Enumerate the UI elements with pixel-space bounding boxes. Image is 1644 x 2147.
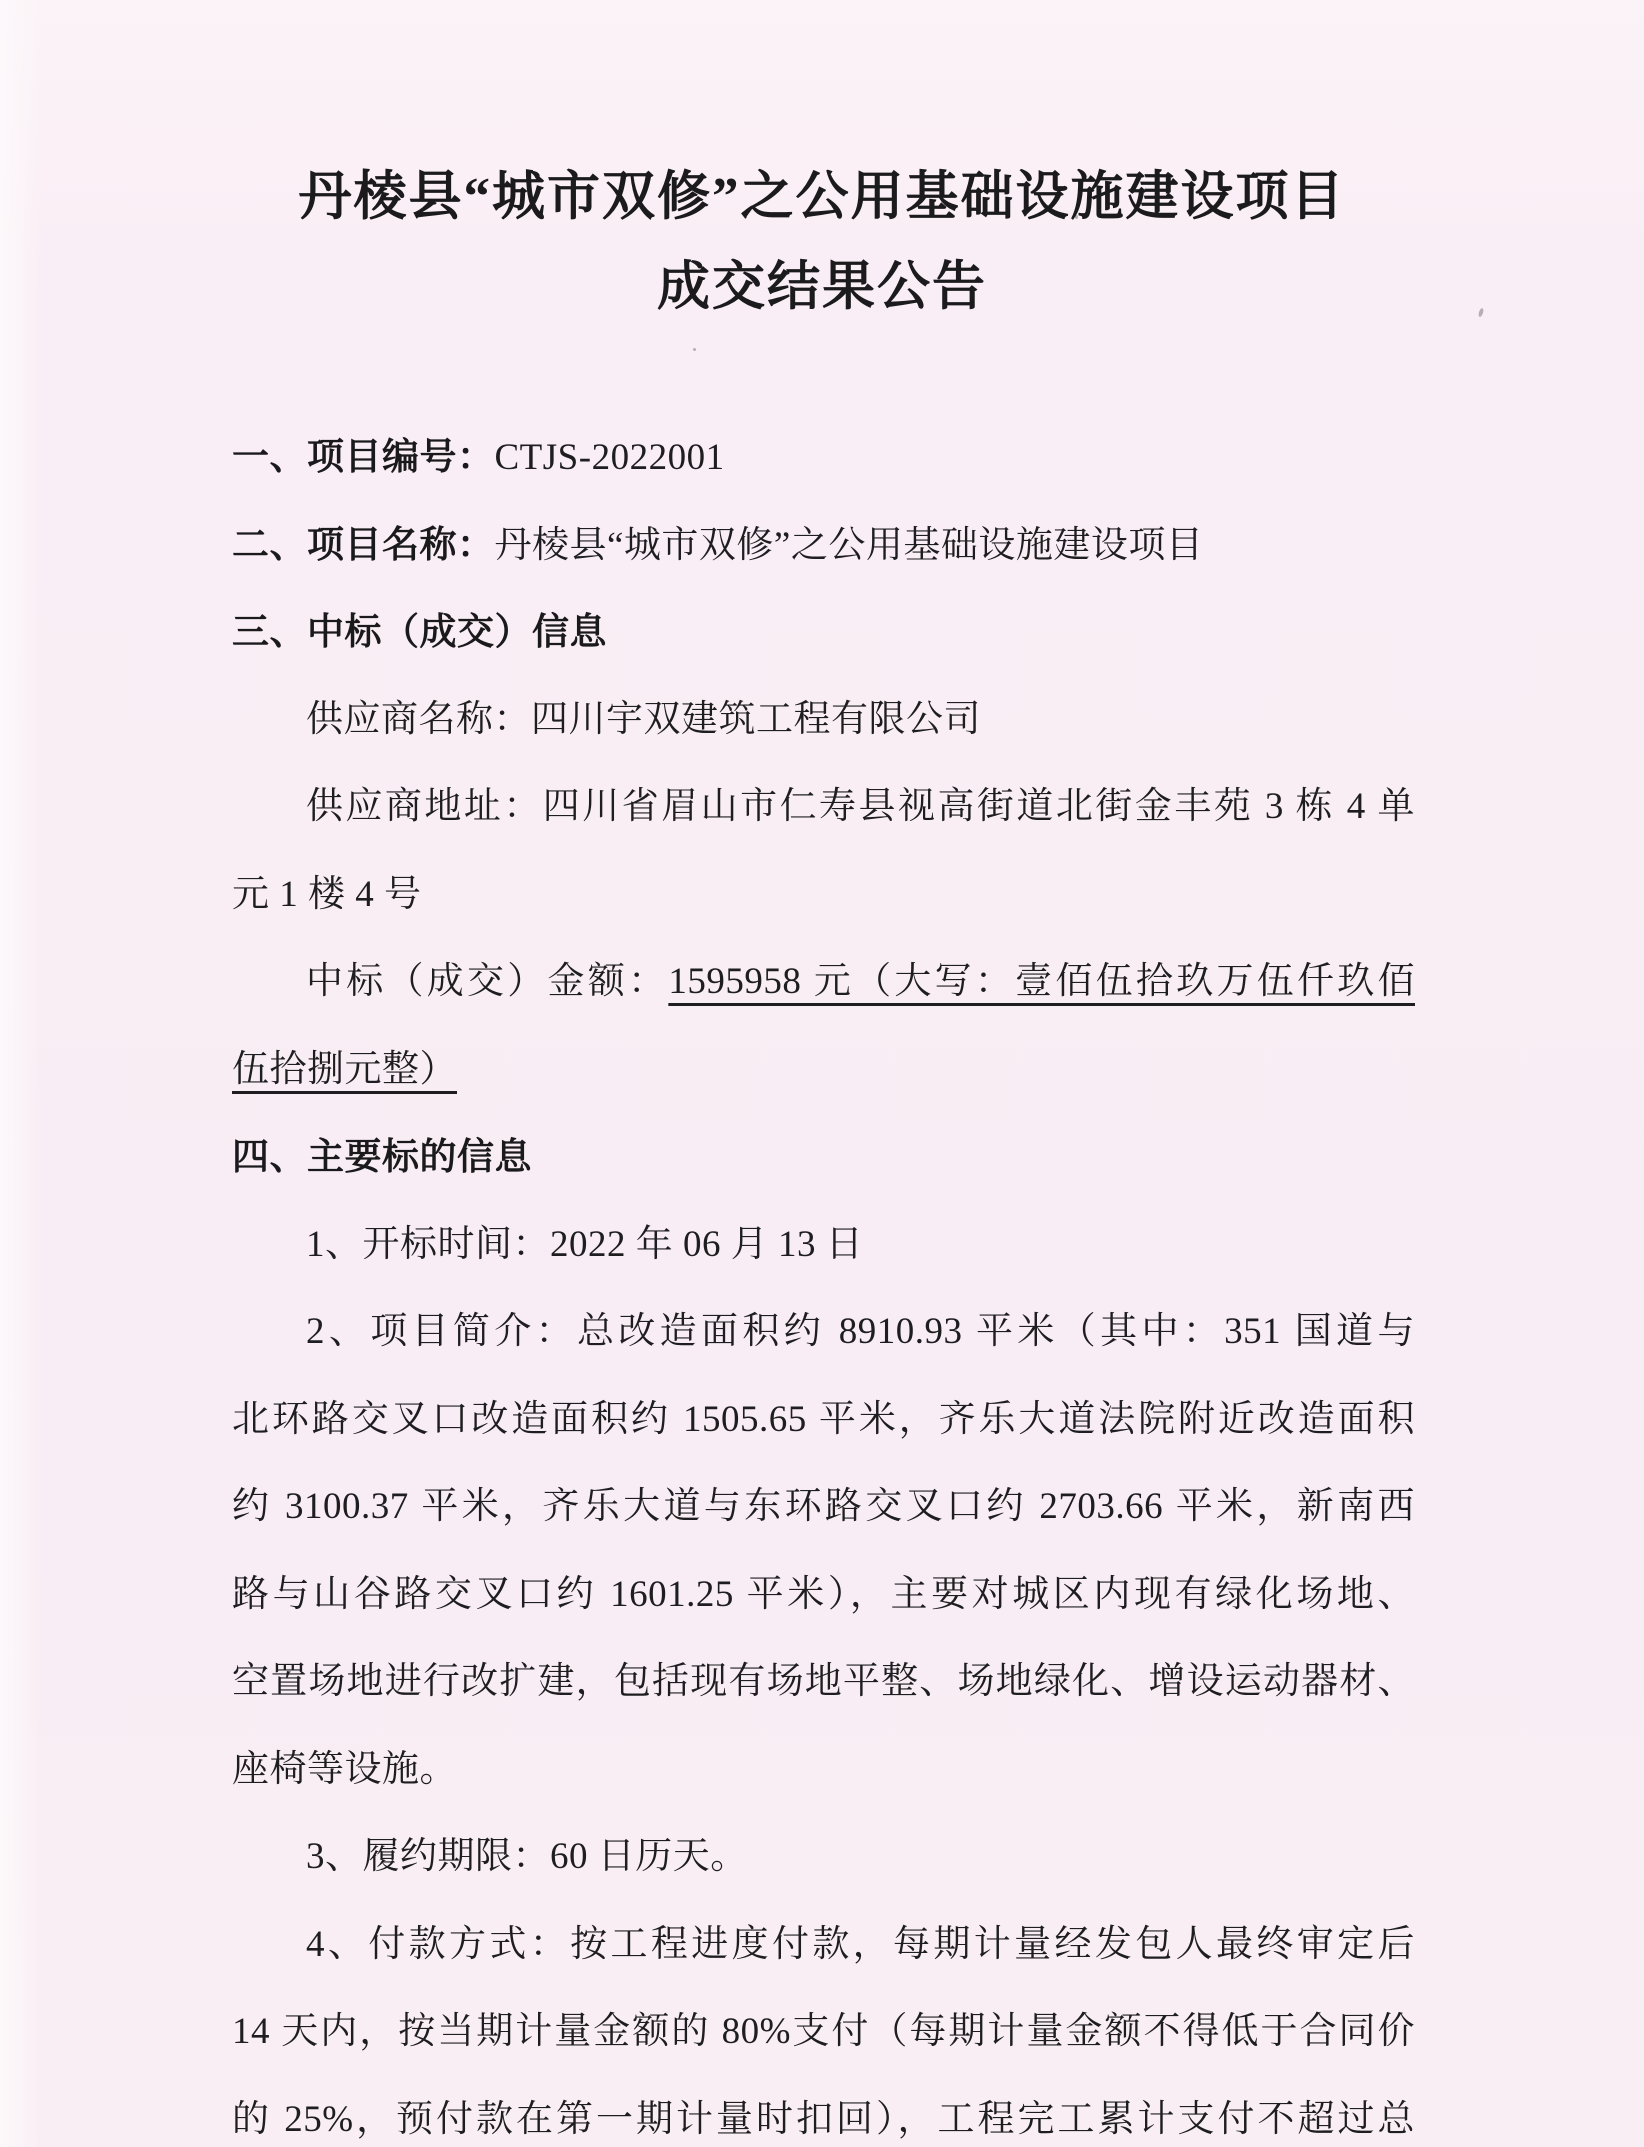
- document-title: [0, 152, 1644, 332]
- text-line: [232, 851, 1415, 939]
- text-line: [232, 1813, 1415, 1901]
- document-title-line-1: 丹棱县“城市双修”之公用基础设施建设项目: [298, 168, 1346, 226]
- text-line: [232, 1113, 1415, 1201]
- text-segment: 丹棱县“城市双修”之公用基础设施建设项目: [494, 524, 1204, 566]
- text-segment: 约 3100.37 平米，齐乐大道与东环路交叉口约 2703.66 平米，新南西: [232, 1486, 1415, 1527]
- underlined-award-amount: 伍拾捌元整）: [232, 1048, 457, 1090]
- text-line: [232, 1288, 1415, 1376]
- text-segment: 14 天内，按当期计量金额的 80%支付（每期计量金额不得低于合同价: [232, 2011, 1415, 2052]
- text-line: [232, 2076, 1415, 2147]
- section-heading-label: 四、主要标的信息: [232, 1136, 532, 1177]
- text-segment: CTJS-2022001: [494, 437, 725, 478]
- scan-speck: [693, 348, 696, 351]
- text-line: [232, 1463, 1415, 1551]
- document-body: [232, 413, 1415, 2147]
- text-line: [232, 1638, 1415, 1726]
- text-segment: 2、项目简介：总改造面积约 8910.93 平米（其中：351 国道与: [306, 1311, 1415, 1352]
- text-segment: 中标（成交）金额：: [306, 961, 669, 1002]
- text-line: [232, 501, 1415, 589]
- text-line: [232, 1901, 1415, 1989]
- text-line: [232, 1376, 1415, 1464]
- text-segment: 座椅等设施。: [232, 1748, 457, 1790]
- text-line: [232, 1551, 1415, 1639]
- text-line: [232, 1201, 1415, 1289]
- text-line: [232, 938, 1415, 1026]
- text-line: [232, 763, 1415, 851]
- text-segment: 空置场地进行改扩建，包括现有场地平整、场地绿化、增设运动器材、: [232, 1661, 1415, 1702]
- text-line: [232, 588, 1415, 676]
- text-line: [232, 1726, 1415, 1814]
- text-segment: 4、付款方式：按工程进度付款，每期计量经发包人最终审定后: [306, 1923, 1415, 1965]
- document-title-line-2: 成交结果公告: [657, 258, 987, 316]
- text-segment: 的 25%，预付款在第一期计量时扣回），工程完工累计支付不超过总: [232, 2098, 1415, 2140]
- section-heading-label: 一、项目编号：: [232, 436, 495, 477]
- text-segment: 北环路交叉口改造面积约 1505.65 平米，齐乐大道法院附近改造面积: [232, 1398, 1415, 1440]
- text-segment: 元 1 楼 4 号: [232, 873, 422, 915]
- text-segment: 供应商地址：四川省眉山市仁寿县视高街道北街金丰苑 3 栋 4 单: [306, 786, 1415, 827]
- text-line: [232, 413, 1415, 501]
- text-segment: 路与山谷路交叉口约 1601.25 平米），主要对城区内现有绿化场地、: [232, 1573, 1415, 1615]
- text-line: [232, 1026, 1415, 1114]
- section-heading-label: 三、中标（成交）信息: [232, 611, 607, 652]
- section-heading-label: 二、项目名称：: [232, 523, 495, 565]
- text-line: [232, 676, 1415, 764]
- text-segment: 3、履约期限：60 日历天。: [306, 1836, 748, 1877]
- text-line: [232, 1988, 1415, 2076]
- text-segment: 供应商名称：四川宇双建筑工程有限公司: [306, 698, 981, 740]
- scan-speck: [1075, 215, 1078, 219]
- underlined-award-amount: 1595958 元（大写：壹佰伍拾玖万伍仟玖佰: [668, 961, 1415, 1002]
- text-segment: 1、开标时间：2022 年 06 月 13 日: [306, 1223, 864, 1265]
